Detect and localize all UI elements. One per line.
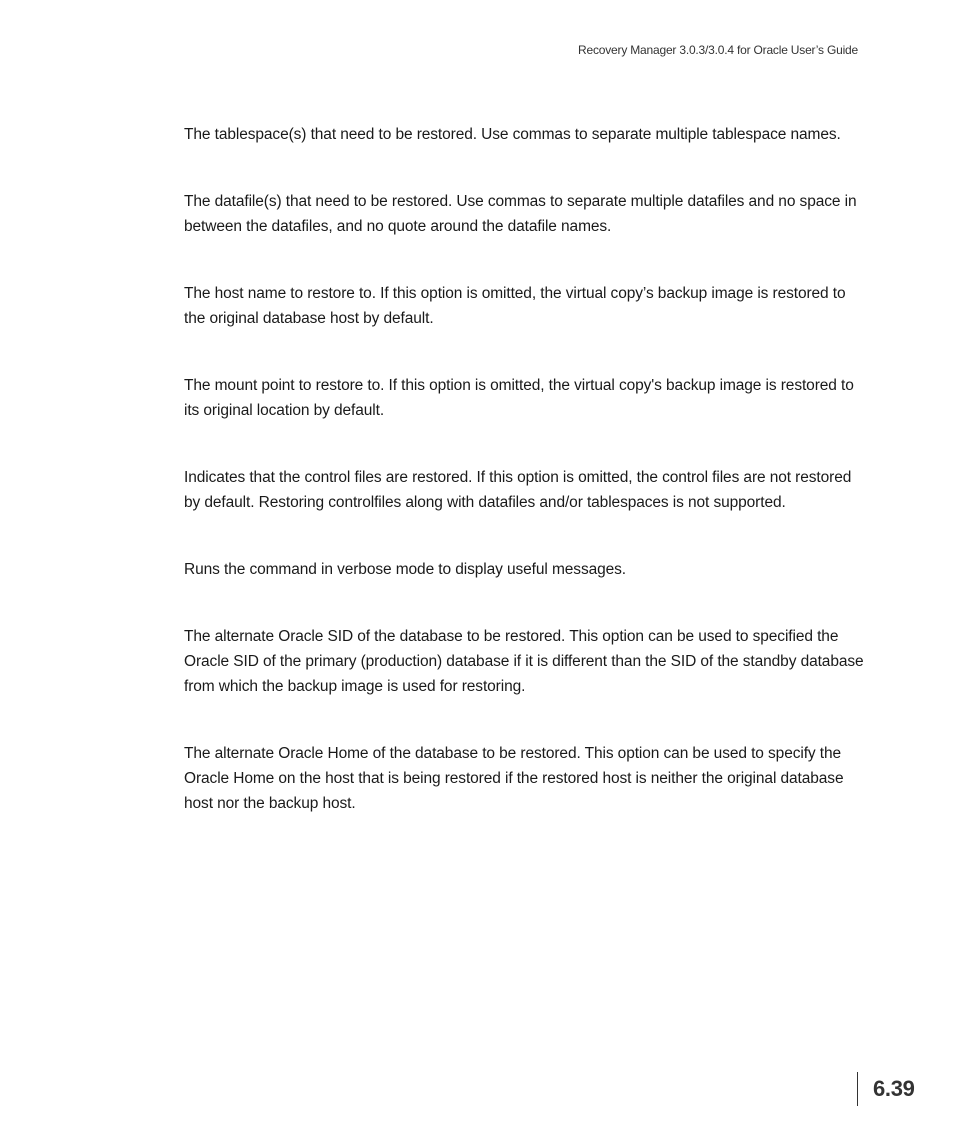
control-files-description: Indicates that the control files are restored. If this option is omitted, the control files are not restored by default. Restoring controlfiles along with datafiles and/or tablespaces is not supported. bbox=[184, 469, 852, 511]
verbose-description: Runs the command in verbose mode to display useful messages. bbox=[184, 561, 627, 578]
datafile-description: The datafile(s) that need to be restored. Use commas to separate multiple datafiles and no space in between the datafiles, and no quote around the datafile names. bbox=[184, 193, 857, 235]
page-footer bbox=[857, 1072, 915, 1106]
host-description: The host name to restore to. If this option is omitted, the virtual copy’s backup image is restored to the original database host by default. bbox=[184, 285, 846, 327]
mount-point-description: The mount point to restore to. If this option is omitted, the virtual copy's backup image is restored to its original location by default. bbox=[184, 377, 854, 419]
oracle-home-description: The alternate Oracle Home of the database to be restored. This option can be used to specify the Oracle Home on the host that is being restored if the restored host is neither the original database host nor the backup host. bbox=[184, 745, 844, 812]
option-descriptions bbox=[184, 122, 864, 858]
tablespace-description: The tablespace(s) that need to be restored. Use commas to separate multiple tablespace names. bbox=[184, 126, 841, 143]
running-header: Recovery Manager 3.0.3/3.0.4 for Oracle User’s Guide bbox=[578, 43, 858, 57]
oracle-sid-description: The alternate Oracle SID of the database to be restored. This option can be used to specified the Oracle SID of the primary (production) database if it is different than the SID of the standby database from which the backup image is used for restoring. bbox=[184, 628, 864, 695]
page-number: 6.39 bbox=[873, 1076, 915, 1101]
